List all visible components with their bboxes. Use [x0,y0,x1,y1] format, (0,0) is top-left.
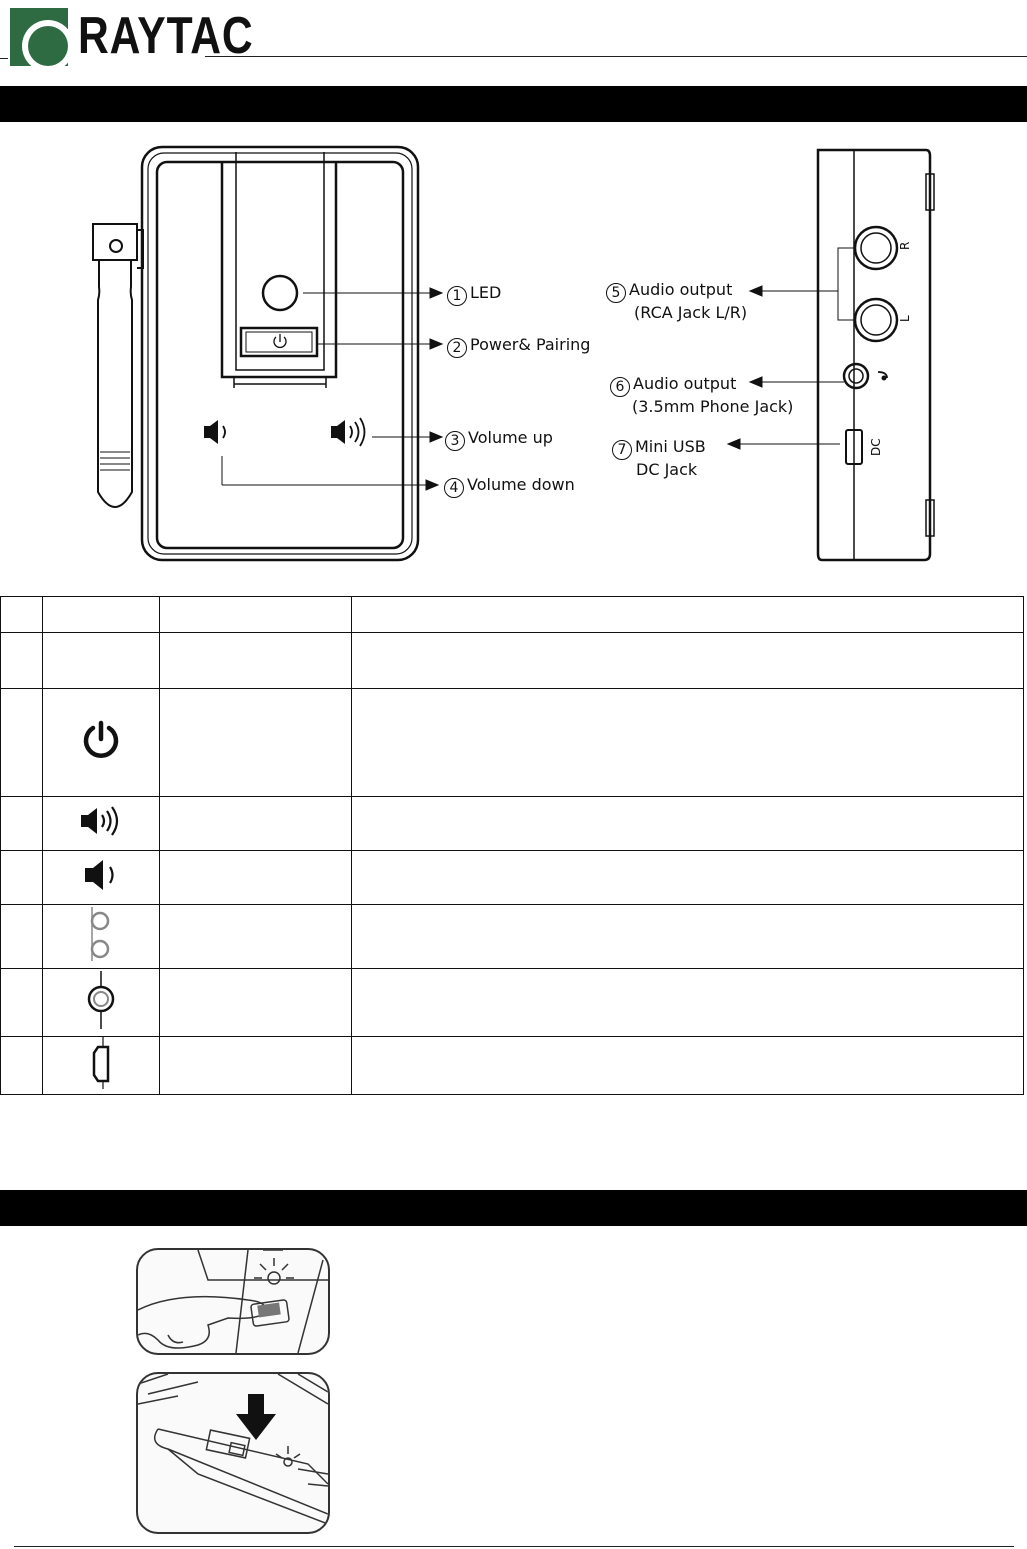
table-row [1,905,1024,969]
table-row [1,1037,1024,1095]
table-cell [352,597,1024,633]
table-cell [1,905,43,969]
table-cell [160,1037,352,1095]
table-cell [352,851,1024,905]
table-row [1,851,1024,905]
callout-volume-up: 3 Volume up [445,428,553,451]
raytac-logo [8,6,254,68]
section-bar-bottom [0,1190,1027,1226]
press-dongle-button-illustration [136,1372,330,1534]
table-row [1,689,1024,797]
footer-rule [14,1546,1014,1547]
table-cell [1,797,43,851]
table-cell [352,1037,1024,1095]
table-cell [43,597,160,633]
table-cell [160,797,352,851]
header-rule [205,56,1027,57]
callout-led: 1 LED [447,283,501,306]
table-header-row [1,597,1024,633]
callout-audio-output-rca: 5 Audio output (RCA Jack L/R) [606,280,747,323]
table-cell [160,597,352,633]
table-row [1,633,1024,689]
logo-mark-icon [8,6,70,68]
table-cell [43,797,160,851]
side-label-l: L [898,315,912,322]
table-cell [1,597,43,633]
table-cell [160,969,352,1037]
table-cell [43,633,160,689]
table-cell [1,851,43,905]
section-bar-top [0,86,1027,122]
side-label-dc: DC [869,438,883,456]
volume-up-icon [76,803,126,839]
table-cell [43,689,160,797]
table-cell [43,1037,160,1095]
table-cell [1,633,43,689]
table-cell [160,905,352,969]
header-rule-left [0,58,8,59]
table-cell [160,689,352,797]
table-cell [43,851,160,905]
table-cell [352,689,1024,797]
press-power-button-illustration [136,1248,330,1355]
power-icon [79,718,123,762]
callout-mini-usb: 7 Mini USB DC Jack [612,437,706,480]
table-cell [352,633,1024,689]
controls-table [0,596,1024,1095]
table-row [1,797,1024,851]
callout-volume-down: 4 Volume down [444,475,575,498]
table-cell [43,969,160,1037]
table-cell [352,797,1024,851]
table-cell [352,969,1024,1037]
table-cell [1,689,43,797]
table-cell [160,633,352,689]
table-cell [352,905,1024,969]
callout-audio-output-phone: 6 Audio output (3.5mm Phone Jack) [610,374,793,417]
logo-text: RAYTAC [78,7,254,65]
hand-pressing-button-icon [138,1250,328,1353]
side-label-r: R [898,241,912,250]
table-cell [1,969,43,1037]
table-cell [160,851,352,905]
rca-jack-icon [86,905,116,963]
mini-usb-icon [84,1037,118,1089]
phone-jack-icon [84,969,118,1031]
table-cell [1,1037,43,1095]
table-row [1,969,1024,1037]
volume-down-icon [79,857,123,893]
dongle-button-arrow-icon [138,1374,328,1532]
callout-power-pairing: 2 Power& Pairing [447,335,590,358]
table-cell [43,905,160,969]
